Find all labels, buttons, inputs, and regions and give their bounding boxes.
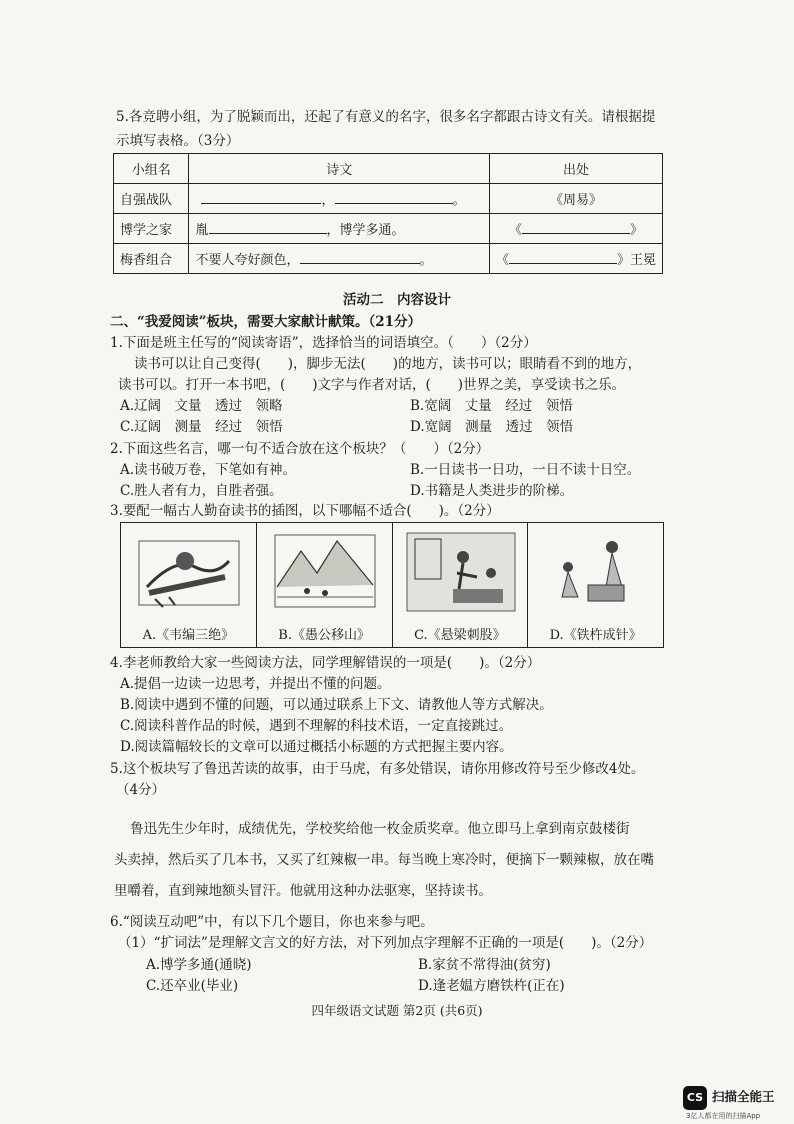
q2-stem: 2.下面这些名言，哪一句不适合放在这个板块？（ ）（2分） [110,441,490,457]
poem-text: 不要人夸好颜色， [195,253,300,268]
q4-option-c[interactable]: C.阅读科普作品的时候，遇到不理解的科技术语，一定直接跳过。 [120,718,513,734]
answer-blank[interactable] [509,251,617,264]
answer-blank[interactable] [522,221,630,234]
bamboo-scroll-icon [125,527,251,615]
table-row [114,244,663,274]
header-group: 小组名 [114,154,189,184]
punct: 。 [452,193,466,208]
illustration-strip [120,522,664,648]
watermark-sub: 3亿人都在用的扫描App [686,1112,761,1120]
poem-cell [189,244,489,274]
q6-option-b[interactable]: B.家贫不常得油(贫穷) [418,957,551,973]
caption-c: C.《悬梁刺股》 [414,628,506,643]
q5-stem: 5.这个板块写了鲁迅苦读的故事，由于马虎，有多处错误，请你用修改符号至少修改4处。 [110,761,645,777]
punct: 。 [419,253,433,268]
activity-title: 活动二 内容设计 [343,292,451,308]
illustration-b[interactable] [257,523,393,647]
story-line: 鲁迅先生少年时，成绩优先，学校奖给他一枚金质奖章。他立即马上拿到南京鼓楼街 [130,821,630,837]
q6-stem: 6.“阅读互动吧”中，有以下几个题目，你也来参与吧。 [110,914,434,930]
source-cell: 《 》王冕 [489,244,662,274]
watermark-name: 扫描全能王 [712,1089,775,1104]
source-cell: 《 》 [489,214,662,244]
q1-option-a[interactable]: A.辽阔 文量 透过 领略 [120,398,283,414]
q6-option-d[interactable]: D.逢老媪方磨铁杵(正在) [418,978,565,994]
source-cell: 《周易》 [489,184,662,214]
poem-text: 胤 [195,223,209,238]
page-footer: 四年级语文试题 第2页 (共6页) [311,1003,483,1018]
illustration-c[interactable] [393,523,529,647]
q1-option-d[interactable]: D.宽阔 测量 透过 领悟 [410,419,574,435]
group-name: 博学之家 [114,214,189,244]
q1-text-1: 读书可以让自己变得( )，脚步无法( )的地方，读书可以；眼睛看不到的地方， [134,356,642,372]
answer-blank[interactable] [201,191,321,204]
study-room-icon [397,527,523,615]
q6-option-c[interactable]: C.还卒业(毕业) [146,978,239,994]
story-line: 里嚼着，直到辣地额头冒汗。他就用这种办法驱寒，坚持读书。 [114,883,492,899]
poem-cell [189,214,489,244]
q4-stem: 4.李老师教给大家一些阅读方法，同学理解错误的一项是( )。（2分） [110,655,541,671]
poem-table [113,153,663,274]
q3-stem: 3.要配一幅古人勤奋读书的插图，以下哪幅不适合( )。（2分） [110,503,500,519]
section-title: 二、“我爱阅读”板块，需要大家献计献策。（21分） [110,314,422,330]
q6-option-a[interactable]: A.博学多通(通晓) [146,957,252,973]
illustration-a[interactable] [121,523,257,647]
figures-icon [532,527,658,615]
table-row [114,214,663,244]
caption-d: D.《铁杵成针》 [549,628,642,643]
poem-cell [189,184,489,214]
q2-option-d[interactable]: D.书籍是人类进步的阶梯。 [410,483,574,499]
q1-stem: 1.下面是班主任写的“阅读寄语”，选择恰当的词语填空。（ ）（2分） [110,335,537,351]
caption-b: B.《愚公移山》 [278,628,370,643]
illustration-d[interactable] [528,523,663,647]
q5-intro-line1: 5.各竞聘小组，为了脱颖而出，还起了有意义的名字，很多名字都跟古诗文有关。请根据提 [116,109,656,125]
punct: ， [321,193,335,208]
table-header-row [114,154,663,184]
q2-option-b[interactable]: B.一日读书一日功，一日不读十日空。 [410,462,641,478]
camscanner-logo-icon: CS [683,1086,707,1110]
q1-text-2: 读书可以。打开一本书吧，( )文字与作者对话，( )世界之美，享受读书之乐。 [118,377,626,393]
q2-option-c[interactable]: C.胜人者有力，自胜者强。 [120,483,283,499]
q4-option-a[interactable]: A.提倡一边读一边思考，并提出不懂的问题。 [120,676,391,692]
q4-option-b[interactable]: B.阅读中遇到不懂的问题，可以通过联系上下文、请教他人等方式解决。 [120,697,553,713]
q6-sub1: （1）“扩词法”是理解文言文的好方法，对下列加点字理解不正确的一项是( )。（2分） [118,935,653,951]
group-name: 自强战队 [114,184,189,214]
header-source: 出处 [489,154,662,184]
q5-intro-line2: 示填写表格。（3分） [116,133,240,149]
group-name: 梅香组合 [114,244,189,274]
q2-option-a[interactable]: A.读书破万卷，下笔如有神。 [120,462,297,478]
q5-score: （4分） [116,782,166,798]
mountain-icon [261,527,387,615]
answer-blank[interactable] [300,251,420,264]
story-line: 头卖掉，然后买了几本书，又买了红辣椒一串。每当晚上寒冷时，便摘下一颗辣椒，放在嘴 [114,852,654,868]
caption-a: A.《韦编三绝》 [142,628,235,643]
answer-blank[interactable] [335,191,453,204]
q1-option-c[interactable]: C.辽阔 测量 经过 领悟 [120,419,283,435]
header-poem: 诗文 [189,154,489,184]
q4-option-d[interactable]: D.阅读篇幅较长的文章可以通过概括小标题的方式把握主要内容。 [120,739,513,755]
poem-text: ，博学多通。 [326,223,405,238]
q1-option-b[interactable]: B.宽阔 丈量 经过 领悟 [410,398,573,414]
answer-blank[interactable] [209,221,327,234]
table-row [114,184,663,214]
